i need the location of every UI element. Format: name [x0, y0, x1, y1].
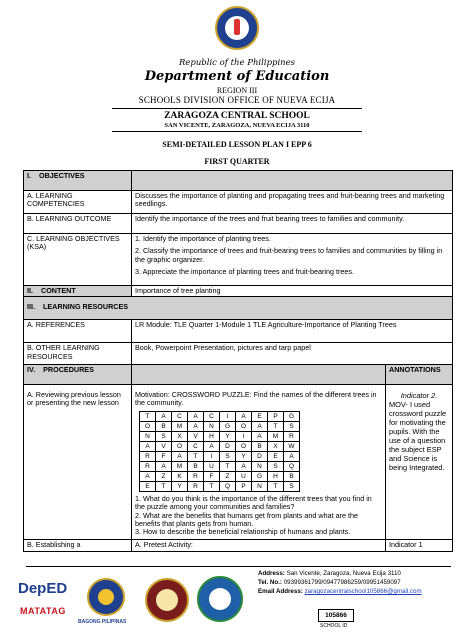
puzzle-cell: R [140, 451, 156, 461]
puzzle-cell: O [140, 421, 156, 431]
puzzle-cell: E [268, 451, 284, 461]
puzzle-cell: N [252, 461, 268, 471]
puzzle-row [140, 411, 300, 421]
deped-logo-text: DepED [18, 580, 68, 597]
footer-address: Address: San Vicente, Zaragoza, Nueva Ecija 3110 [258, 570, 401, 577]
row-value: Importance of tree planting [132, 286, 453, 297]
quarter-title: FIRST QUARTER [204, 157, 270, 166]
puzzle-cell: P [236, 481, 252, 491]
table-row [24, 540, 453, 552]
puzzle-cell: T [188, 451, 204, 461]
puzzle-cell: I [204, 451, 220, 461]
section-heading: OBJECTIVES [39, 171, 85, 180]
table-row [24, 385, 453, 540]
puzzle-cell: S [220, 451, 236, 461]
republic-text: Republic of the Philippines [178, 58, 296, 68]
annotation-text: MOV- I used crossword puzzle for motivating the pupils. With the use of a question the subject ESP and Science is being Integrated. [389, 400, 447, 472]
puzzle-cell: T [220, 461, 236, 471]
puzzle-cell: T [268, 481, 284, 491]
row-value [132, 234, 453, 286]
puzzle-cell: B [156, 421, 172, 431]
puzzle-cell: T [204, 481, 220, 491]
puzzle-cell: H [204, 431, 220, 441]
puzzle-cell: E [140, 481, 156, 491]
annotation-cell [386, 385, 453, 540]
question-item: 1. What do you think is the importance of the different trees that you find in the puzzle among your communities and families? [135, 493, 372, 512]
puzzle-cell: F [156, 451, 172, 461]
email-link[interactable]: zaragozacentralschool105866@gmail.com [304, 588, 422, 595]
puzzle-cell: N [140, 431, 156, 441]
row-label: B. LEARNING OUTCOME [24, 214, 132, 234]
puzzle-cell: B [284, 471, 300, 481]
puzzle-cell: W [284, 441, 300, 451]
puzzle-cell: C [204, 411, 220, 421]
school-address: SAN VICENTE, ZARAGOZA, NUEVA ECIJA 3110 [164, 122, 310, 129]
objectives-header-row [24, 171, 453, 191]
puzzle-cell: O [236, 441, 252, 451]
puzzle-cell: H [268, 471, 284, 481]
division-seal-icon [197, 576, 243, 622]
lesson-plan-table-top [23, 170, 453, 371]
annotation-cell: Indicator 1 [386, 540, 453, 552]
puzzle-cell: M [268, 431, 284, 441]
puzzle-cell: A [252, 421, 268, 431]
puzzle-cell: O [236, 421, 252, 431]
row-value: Book, Powerpoint Presentation, pictures and tarp papel [132, 343, 453, 371]
puzzle-cell: Y [236, 451, 252, 461]
puzzle-row [140, 431, 300, 441]
puzzle-cell: A [140, 441, 156, 451]
puzzle-row [140, 441, 300, 451]
puzzle-cell: N [252, 481, 268, 491]
motivation-text: Motivation: CROSSWORD PUZZLE: Find the names of the different trees in the community. [135, 390, 377, 408]
row-value: Identify the importance of the trees and fruit bearing trees to families and community. [132, 214, 453, 234]
school-id-label: SCHOOL ID [320, 623, 348, 629]
puzzle-cell: A [204, 441, 220, 451]
crossword-puzzle [139, 411, 300, 492]
puzzle-cell: Q [220, 481, 236, 491]
region-text: REGION III [216, 86, 258, 95]
puzzle-cell: S [156, 431, 172, 441]
puzzle-cell: R [140, 461, 156, 471]
section-heading: LEARNING RESOURCES [43, 302, 129, 312]
header-divider [112, 108, 362, 109]
puzzle-cell: A [236, 461, 252, 471]
school-name: ZARAGOZA CENTRAL SCHOOL [164, 111, 310, 121]
puzzle-cell: O [172, 441, 188, 451]
puzzle-cell: A [284, 451, 300, 461]
puzzle-cell: G [220, 421, 236, 431]
table-row [24, 214, 453, 234]
question-item: 2. What are the benefits that humans get from plants and what are the benefits that plants gets from human. [135, 510, 358, 529]
puzzle-cell: M [172, 461, 188, 471]
division-text: SCHOOLS DIVISION OFFICE OF NUEVA ECIJA [138, 95, 336, 105]
puzzle-cell: D [252, 451, 268, 461]
puzzle-cell: A [172, 451, 188, 461]
puzzle-cell: D [220, 441, 236, 451]
puzzle-cell: X [172, 431, 188, 441]
annotations-heading: ANNOTATIONS [386, 365, 453, 385]
puzzle-cell: V [188, 431, 204, 441]
puzzle-cell: E [252, 411, 268, 421]
puzzle-cell: A [140, 471, 156, 481]
row-label: B. OTHER LEARNING RESOURCES [24, 343, 132, 371]
row-label: A. REFERENCES [24, 320, 132, 343]
puzzle-cell: U [236, 471, 252, 481]
puzzle-cell: A [252, 431, 268, 441]
puzzle-cell: T [156, 481, 172, 491]
school-id-box: 105866 [318, 609, 354, 622]
plan-title: SEMI-DETAILED LESSON PLAN I EPP 6 [162, 140, 312, 149]
procedures-header-row [24, 365, 453, 385]
puzzle-cell: Z [156, 471, 172, 481]
puzzle-cell: R [188, 471, 204, 481]
footer-tel: Tel. No.: 09399361799/09477986259/09951459097 [258, 579, 401, 586]
puzzle-cell: R [284, 431, 300, 441]
puzzle-cell: F [204, 471, 220, 481]
table-row [24, 320, 453, 343]
row-label: B. Establishing a [24, 540, 132, 552]
puzzle-cell: S [284, 481, 300, 491]
objective-item: 3. Appreciate the importance of planting trees and fruit-bearing trees. [135, 267, 354, 277]
puzzle-cell: Q [284, 461, 300, 471]
puzzle-cell: A [156, 461, 172, 471]
section-heading: CONTENT [41, 286, 76, 295]
puzzle-cell: Y [172, 481, 188, 491]
puzzle-cell: P [268, 411, 284, 421]
section-number: IV. [27, 365, 36, 374]
objective-item: 2. Classify the importance of trees and fruit-bearing trees to families and communities by filling in the graphic organizer. [135, 246, 443, 264]
footer-email: Email Address: zaragozacentralschool105866@gmail.com [258, 588, 422, 595]
puzzle-row [140, 481, 300, 491]
annotation-title: Indicator 2. [400, 391, 438, 400]
puzzle-cell: S [268, 461, 284, 471]
section-number: I. [27, 171, 31, 180]
header-divider-2 [112, 131, 362, 132]
puzzle-cell: G [252, 471, 268, 481]
matatag-logo: MATATAG [20, 606, 66, 616]
puzzle-cell: C [172, 411, 188, 421]
row-value [132, 385, 386, 540]
puzzle-cell: A [188, 411, 204, 421]
content-header-row [24, 286, 453, 297]
puzzle-cell: B [188, 461, 204, 471]
puzzle-cell: Y [220, 431, 236, 441]
department-title: Department of Education [144, 69, 330, 84]
bagong-pilipinas-text: BAGONG PILIPINAS [78, 619, 127, 625]
section-heading: PROCEDURES [43, 365, 94, 374]
puzzle-cell: I [220, 411, 236, 421]
school-seal-icon [145, 578, 189, 622]
table-row [24, 234, 453, 286]
row-value: Discusses the importance of planting and propagating trees and fruit-bearing trees and marketing seedlings. [132, 191, 453, 214]
puzzle-cell: A [236, 411, 252, 421]
puzzle-row [140, 451, 300, 461]
question-item: 3. How to describe the beneficial relationship of humans and plants. [135, 527, 351, 537]
puzzle-cell: K [172, 471, 188, 481]
puzzle-row [140, 421, 300, 431]
puzzle-row [140, 471, 300, 481]
puzzle-cell: T [268, 421, 284, 431]
puzzle-cell: A [188, 421, 204, 431]
puzzle-cell: B [252, 441, 268, 451]
table-row [24, 191, 453, 214]
puzzle-cell: G [284, 411, 300, 421]
puzzle-cell: S [284, 421, 300, 431]
row-label: C. LEARNING OBJECTIVES (KSA) [24, 234, 132, 286]
puzzle-cell: I [236, 431, 252, 441]
puzzle-cell: Z [220, 471, 236, 481]
puzzle-row [140, 461, 300, 471]
lesson-plan-table-procedures [23, 364, 453, 552]
puzzle-cell: R [188, 481, 204, 491]
resources-header-row [24, 297, 453, 320]
row-value: A. Pretest Activity: [132, 540, 386, 552]
puzzle-cell: X [268, 441, 284, 451]
row-label: A. LEARNING COMPETENCIES [24, 191, 132, 214]
puzzle-cell: V [156, 441, 172, 451]
objective-item: 1. Identify the importance of planting trees. [135, 234, 271, 243]
puzzle-cell: T [140, 411, 156, 421]
footer-divider [26, 566, 451, 567]
section-number: II. [27, 286, 33, 295]
row-value: LR Module: TLE Quarter 1-Module 1 TLE Agriculture-Importance of Planting Trees [132, 320, 453, 343]
bagong-pilipinas-icon [87, 578, 125, 616]
puzzle-cell: M [172, 421, 188, 431]
puzzle-cell: N [204, 421, 220, 431]
puzzle-cell: C [188, 441, 204, 451]
deped-seal-icon [215, 6, 259, 50]
section-number: III. [27, 302, 35, 312]
deped-logo [18, 580, 66, 606]
puzzle-cell: A [156, 411, 172, 421]
puzzle-cell: U [204, 461, 220, 471]
row-label: A. Reviewing previous lesson or presenting the new lesson [24, 385, 132, 540]
